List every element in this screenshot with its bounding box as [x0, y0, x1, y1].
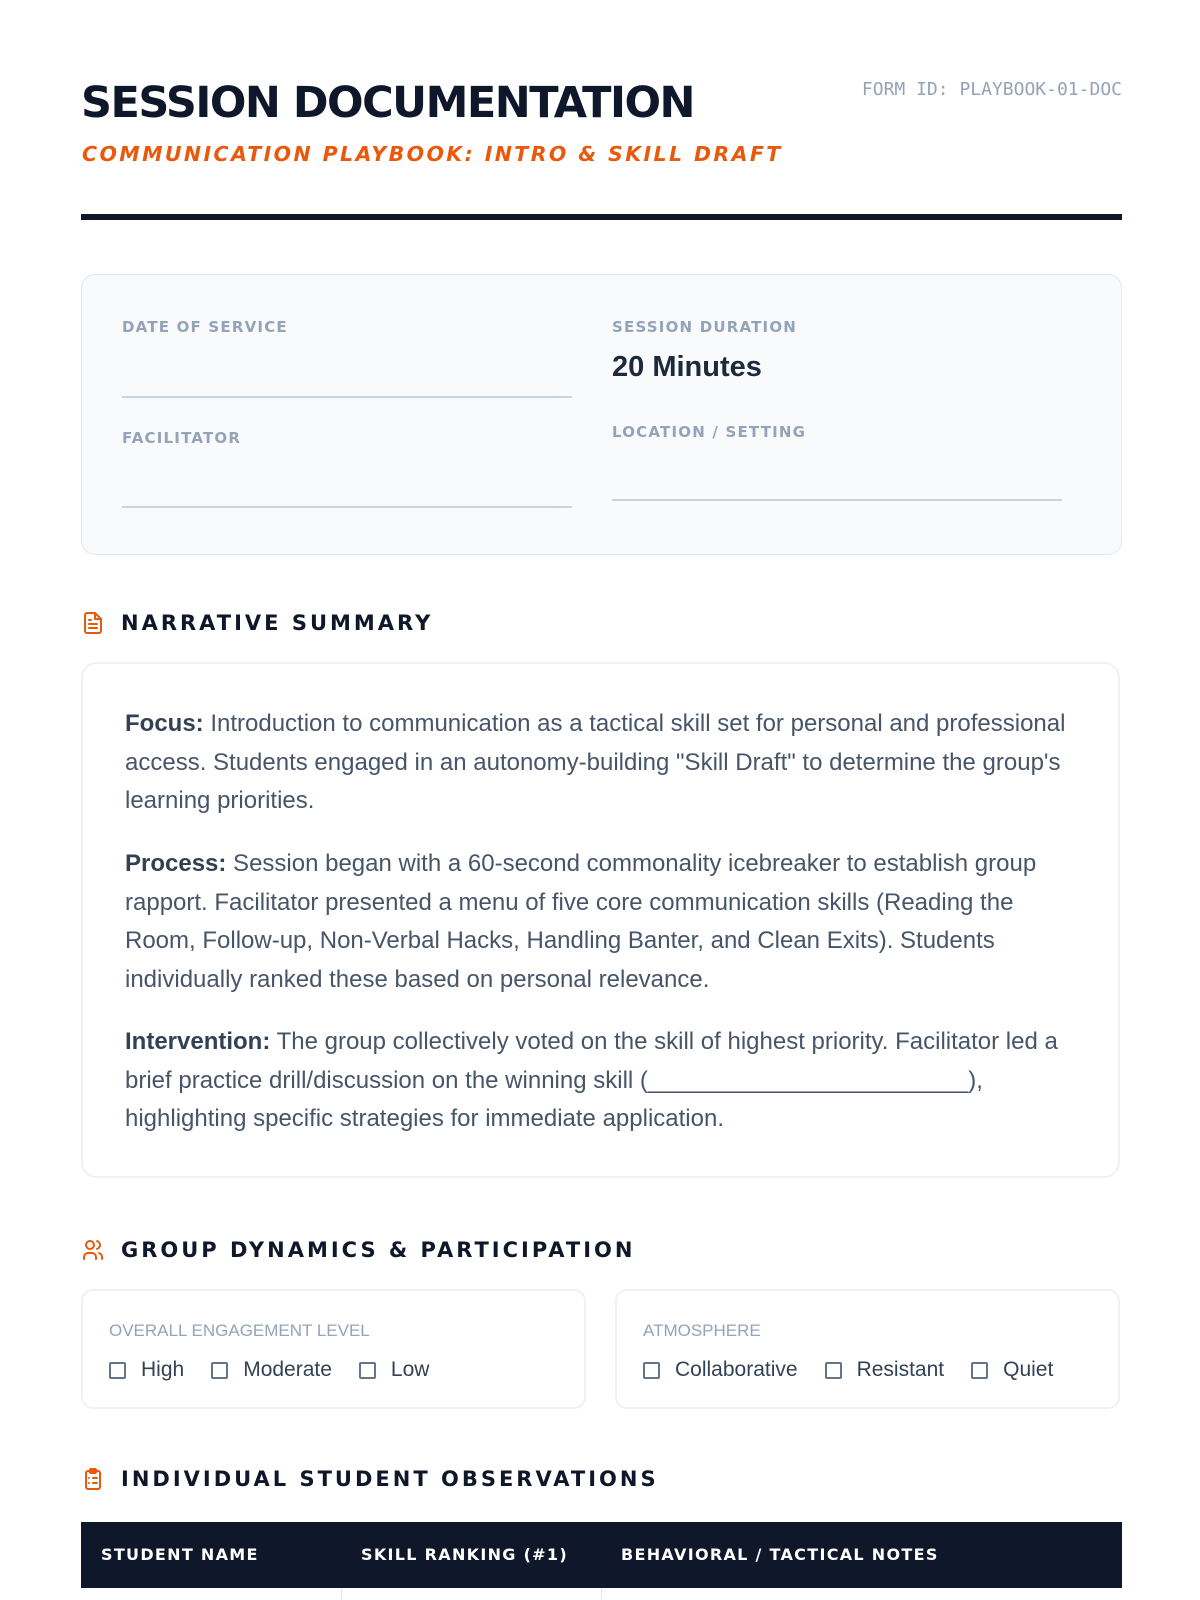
page-header — [81, 0, 1122, 222]
table-row[interactable] — [81, 1588, 1122, 1600]
focus-paragraph — [125, 705, 1085, 821]
session-duration-value: 20 Minutes — [612, 351, 762, 383]
focus-label: Focus: — [125, 710, 204, 737]
engagement-option-moderate[interactable] — [211, 1358, 332, 1382]
session-documentation-form — [81, 0, 1122, 1564]
session-info-card — [81, 274, 1122, 555]
column-student-name: STUDENT NAME — [101, 1545, 259, 1564]
atmosphere-option-resistant[interactable] — [825, 1358, 945, 1382]
engagement-option-low[interactable] — [359, 1358, 430, 1382]
process-text: Session began with a 60-second commonality icebreaker to establish group rapport. Facilitator presented a menu of five core communication skills (Reading the Room, Follow-up, Non-Verbal Hacks, Handling Banter, and Clean Exits). Students individually ranked these based on personal relevance. — [125, 850, 1037, 993]
process-paragraph — [125, 845, 1085, 999]
section-title: INDIVIDUAL STUDENT OBSERVATIONS — [121, 1466, 659, 1491]
checkbox[interactable] — [643, 1362, 660, 1379]
column-divider — [601, 1588, 602, 1600]
header-divider — [81, 214, 1122, 220]
users-icon — [81, 1238, 105, 1262]
checkbox[interactable] — [109, 1362, 126, 1379]
checkbox[interactable] — [971, 1362, 988, 1379]
intervention-label: Intervention: — [125, 1028, 271, 1055]
page-title: SESSION DOCUMENTATION — [81, 78, 695, 128]
location-setting-field[interactable] — [612, 499, 1062, 501]
engagement-option-high[interactable] — [109, 1358, 184, 1382]
option-label: Moderate — [243, 1358, 332, 1381]
page-subtitle: COMMUNICATION PLAYBOOK: INTRO & SKILL DRAFT — [82, 142, 783, 166]
observations-table-header — [81, 1522, 1122, 1588]
column-divider — [341, 1588, 342, 1600]
date-of-service-label: DATE OF SERVICE — [122, 318, 288, 336]
checkbox[interactable] — [211, 1362, 228, 1379]
narrative-summary-heading — [81, 611, 433, 635]
location-setting-label: LOCATION / SETTING — [612, 423, 807, 441]
option-label: Quiet — [1003, 1358, 1054, 1381]
student-observations-heading — [81, 1467, 659, 1491]
section-title: NARRATIVE SUMMARY — [121, 610, 434, 635]
process-label: Process: — [125, 850, 227, 877]
clipboard-icon — [81, 1467, 105, 1491]
option-label: Low — [390, 1358, 430, 1381]
column-behavioral-notes: BEHAVIORAL / TACTICAL NOTES — [621, 1545, 939, 1564]
facilitator-label: FACILITATOR — [122, 429, 242, 447]
atmosphere-card — [615, 1289, 1120, 1409]
checkbox[interactable] — [825, 1362, 842, 1379]
engagement-level-label: OVERALL ENGAGEMENT LEVEL — [109, 1321, 370, 1340]
date-of-service-field[interactable] — [122, 396, 572, 398]
atmosphere-option-collaborative[interactable] — [643, 1358, 798, 1382]
intervention-paragraph — [125, 1023, 1085, 1139]
option-label: Collaborative — [675, 1358, 798, 1381]
narrative-summary-card — [81, 662, 1120, 1178]
section-title: GROUP DYNAMICS & PARTICIPATION — [121, 1237, 636, 1262]
column-skill-ranking: SKILL RANKING (#1) — [361, 1545, 568, 1564]
atmosphere-label: ATMOSPHERE — [643, 1321, 761, 1340]
focus-text: Introduction to communication as a tactical skill set for personal and professional access. Students engaged in an autonomy-building "Skill Draft" to determine the group's learning priorities. — [125, 710, 1066, 814]
group-dynamics-heading — [81, 1238, 635, 1262]
checkbox[interactable] — [359, 1362, 376, 1379]
atmosphere-option-quiet[interactable] — [971, 1358, 1053, 1382]
facilitator-field[interactable] — [122, 506, 572, 508]
form-id: FORM ID: PLAYBOOK-01-DOC — [861, 79, 1122, 100]
option-label: Resistant — [856, 1358, 945, 1381]
engagement-level-card — [81, 1289, 586, 1409]
document-icon — [81, 611, 105, 635]
option-label: High — [141, 1358, 185, 1381]
intervention-text: The group collectively voted on the skill of highest priority. Facilitator led a brief practice drill/discussion on the winning skill (________________________), highlighting specific strategies for immediate application. — [125, 1028, 1058, 1132]
session-duration-label: SESSION DURATION — [612, 318, 798, 336]
